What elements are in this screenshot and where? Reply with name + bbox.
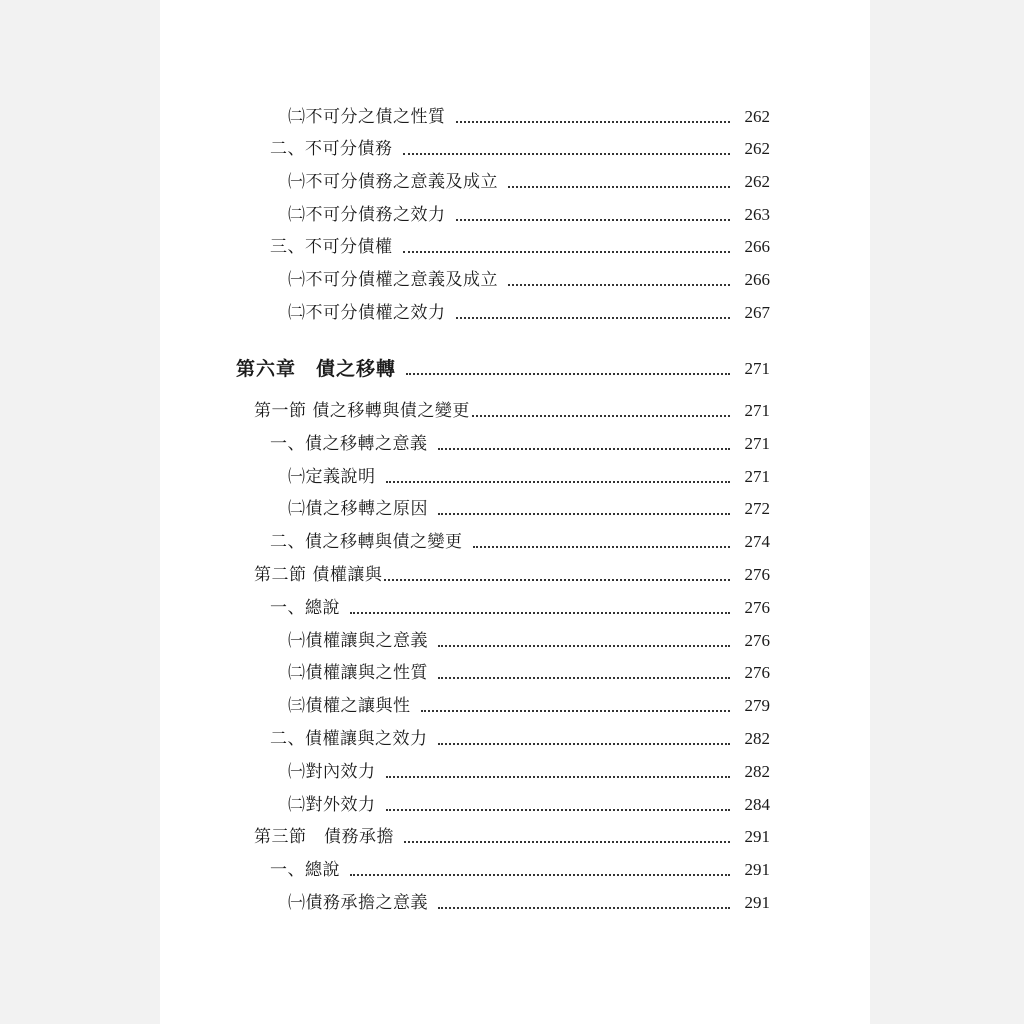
- toc-entry-label: 一、總說: [270, 598, 340, 618]
- toc-entry-page: 272: [744, 499, 770, 518]
- toc-section-entry: [160, 558, 770, 586]
- toc-entry: [160, 198, 770, 226]
- dot-leader: [456, 121, 731, 123]
- toc-section-entry: [160, 394, 770, 422]
- toc-entry: [160, 755, 770, 783]
- toc-entry-page: 282: [744, 762, 770, 781]
- toc-entry: [160, 263, 770, 291]
- dot-leader: [472, 415, 730, 417]
- toc-entry-page: 282: [744, 729, 770, 748]
- toc-entry-label: 三、不可分債權: [270, 237, 393, 257]
- toc-entry-label: 第六章 債之移轉: [236, 358, 397, 380]
- dot-leader: [404, 841, 730, 843]
- toc-entry-label: 第二節 債權讓與: [254, 565, 383, 585]
- toc-entry: [160, 689, 770, 717]
- dot-leader: [456, 219, 731, 221]
- dot-leader: [508, 186, 730, 188]
- toc-entry-label: ㈠債權讓與之意義: [288, 631, 428, 651]
- toc-entry: [160, 722, 770, 750]
- toc-entry-page: 271: [744, 434, 770, 453]
- toc-entry-page: 291: [744, 827, 770, 846]
- toc-entry: [160, 525, 770, 553]
- toc-entry-label: 第三節 債務承擔: [254, 827, 394, 847]
- toc-entry: [160, 492, 770, 520]
- toc-entry-label: ㈠對內效力: [288, 762, 376, 782]
- toc-entry: [160, 591, 770, 619]
- toc-entry-page: 266: [744, 237, 770, 256]
- toc-entry-label: 第一節 債之移轉與債之變更: [254, 401, 470, 421]
- dot-leader: [403, 251, 731, 253]
- toc-entry-page: 262: [744, 172, 770, 191]
- table-of-contents: [160, 0, 870, 1024]
- toc-entry-label: ㈠不可分債務之意義及成立: [288, 172, 498, 192]
- toc-entry-page: 276: [744, 631, 770, 650]
- dot-leader: [438, 448, 731, 450]
- toc-entry-page: 279: [744, 696, 770, 715]
- dot-leader: [350, 612, 730, 614]
- toc-chapter-entry: [160, 352, 770, 380]
- toc-entry: [160, 853, 770, 881]
- toc-entry: [160, 788, 770, 816]
- toc-entry: [160, 427, 770, 455]
- toc-entry: [160, 230, 770, 258]
- dot-leader: [421, 710, 731, 712]
- toc-entry-page: 266: [744, 270, 770, 289]
- toc-entry-label: ㈡債權讓與之性質: [288, 663, 428, 683]
- toc-entry-label: ㈡債之移轉之原因: [288, 499, 428, 519]
- dot-leader: [350, 874, 730, 876]
- toc-entry-page: 284: [744, 795, 770, 814]
- toc-entry-page: 276: [744, 565, 770, 584]
- dot-leader: [386, 481, 731, 483]
- toc-entry-page: 271: [744, 467, 770, 486]
- toc-entry-label: ㈢債權之讓與性: [288, 696, 411, 716]
- toc-entry-page: 262: [744, 107, 770, 126]
- toc-entry-label: 二、債之移轉與債之變更: [270, 532, 463, 552]
- toc-entry-label: ㈡不可分之債之性質: [288, 107, 446, 127]
- dot-leader: [438, 677, 730, 679]
- dot-leader: [438, 645, 730, 647]
- toc-entry: [160, 100, 770, 128]
- toc-entry-page: 267: [744, 303, 770, 322]
- dot-leader: [403, 153, 731, 155]
- dot-leader: [508, 284, 730, 286]
- toc-entry-label: 二、債權讓與之效力: [270, 729, 428, 749]
- toc-entry-label: 一、總說: [270, 860, 340, 880]
- dot-leader: [473, 546, 731, 548]
- toc-entry-label: ㈠定義說明: [288, 467, 376, 487]
- toc-entry: [160, 132, 770, 160]
- toc-entry-page: 271: [744, 359, 770, 378]
- toc-entry-label: ㈡不可分債權之效力: [288, 303, 446, 323]
- toc-entry-label: ㈡不可分債務之效力: [288, 205, 446, 225]
- toc-section-entry: [160, 820, 770, 848]
- toc-entry: [160, 886, 770, 914]
- toc-entry-page: 274: [744, 532, 770, 551]
- toc-entry: [160, 656, 770, 684]
- dot-leader: [386, 776, 731, 778]
- toc-entry-page: 276: [744, 598, 770, 617]
- document-page: [160, 0, 870, 1024]
- toc-entry: [160, 624, 770, 652]
- toc-entry-label: ㈡對外效力: [288, 795, 376, 815]
- toc-entry-label: 一、債之移轉之意義: [270, 434, 428, 454]
- dot-leader: [386, 809, 731, 811]
- toc-entry-page: 291: [744, 860, 770, 879]
- dot-leader: [384, 579, 730, 581]
- toc-entry: [160, 460, 770, 488]
- toc-entry-label: ㈠不可分債權之意義及成立: [288, 270, 498, 290]
- toc-entry-page: 271: [744, 401, 770, 420]
- toc-entry-page: 262: [744, 139, 770, 158]
- dot-leader: [438, 513, 730, 515]
- toc-entry-label: ㈠債務承擔之意義: [288, 893, 428, 913]
- dot-leader: [456, 317, 731, 319]
- toc-entry-page: 263: [744, 205, 770, 224]
- dot-leader: [438, 743, 731, 745]
- dot-leader: [406, 373, 730, 375]
- dot-leader: [438, 907, 730, 909]
- toc-entry-page: 291: [744, 893, 770, 912]
- toc-entry-label: 二、不可分債務: [270, 139, 393, 159]
- toc-entry: [160, 296, 770, 324]
- toc-entry: [160, 165, 770, 193]
- toc-entry-page: 276: [744, 663, 770, 682]
